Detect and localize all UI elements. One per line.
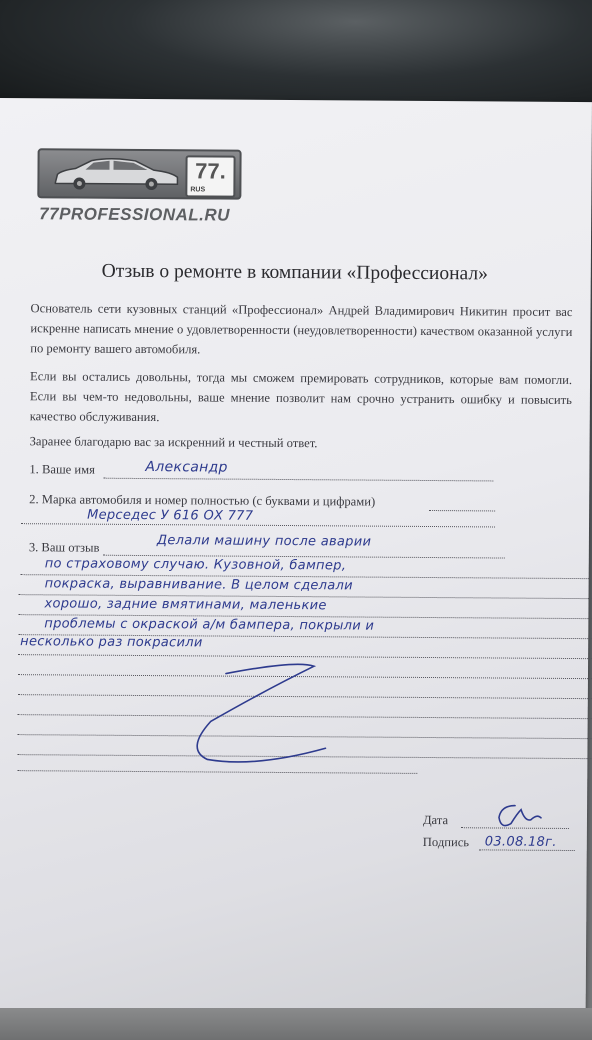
review-line-6[interactable]: несколько раз покрасили [20,634,203,651]
review-line-1[interactable]: Делали машину после аварии [156,533,372,550]
feedback-paragraph: Если вы остались довольны, тогда мы сможем премировать сотрудников, которые вам помогли. Если вы чем-то недовольны, ваше мнение позволит нам срочно устранить ошибку и повысить качество обслуживания. [29,369,573,425]
website-url: 77PROFESSIONAL.RU [39,204,231,225]
date-handwriting[interactable]: 03.08.18г. [484,834,557,850]
form-title: Отзыв о ремонте в компании «Профессионал» [101,260,488,285]
review-line-4[interactable]: хорошо, задние вмятинами, маленькие [44,596,327,614]
background-top [0,0,592,110]
thanks-line: Заранее благодарю вас за искренний и честный ответ. [29,434,318,451]
review-label: 3. Ваш отзыв [28,540,100,555]
review-form-sheet [0,98,592,1014]
name-label: 1. Ваше имя [29,462,95,477]
review-line-2[interactable]: по страховому случаю. Кузовной, бампер, [44,556,347,574]
intro-paragraph: Основатель сети кузовных станций «Профессионал» Андрей Владимирович Никитин просит вас искренне написать мнение о удовлетворенности (неудовлетворенности) качеством оказанной услуги по ремонту вашего автомобиля. [30,301,573,357]
handwritten-signature [0,98,592,1014]
signature-label: Подпись [422,834,470,850]
car-label: 2. Марка автомобиля и номер полностью (с буквами и цифрами) [29,492,376,509]
date-label: Дата [422,812,449,828]
name-handwriting[interactable]: Александр [145,459,228,476]
review-line-5[interactable]: проблемы с окраской а/м бампера, покрыли и [44,616,375,634]
review-line-3[interactable]: покраска, выравнивание. В целом сделали [44,576,353,594]
logo-badge: 77. RUS [185,155,235,197]
background-bottom [0,1008,592,1040]
car-handwriting[interactable]: Мерседес У 616 ОХ 777 [87,507,254,524]
